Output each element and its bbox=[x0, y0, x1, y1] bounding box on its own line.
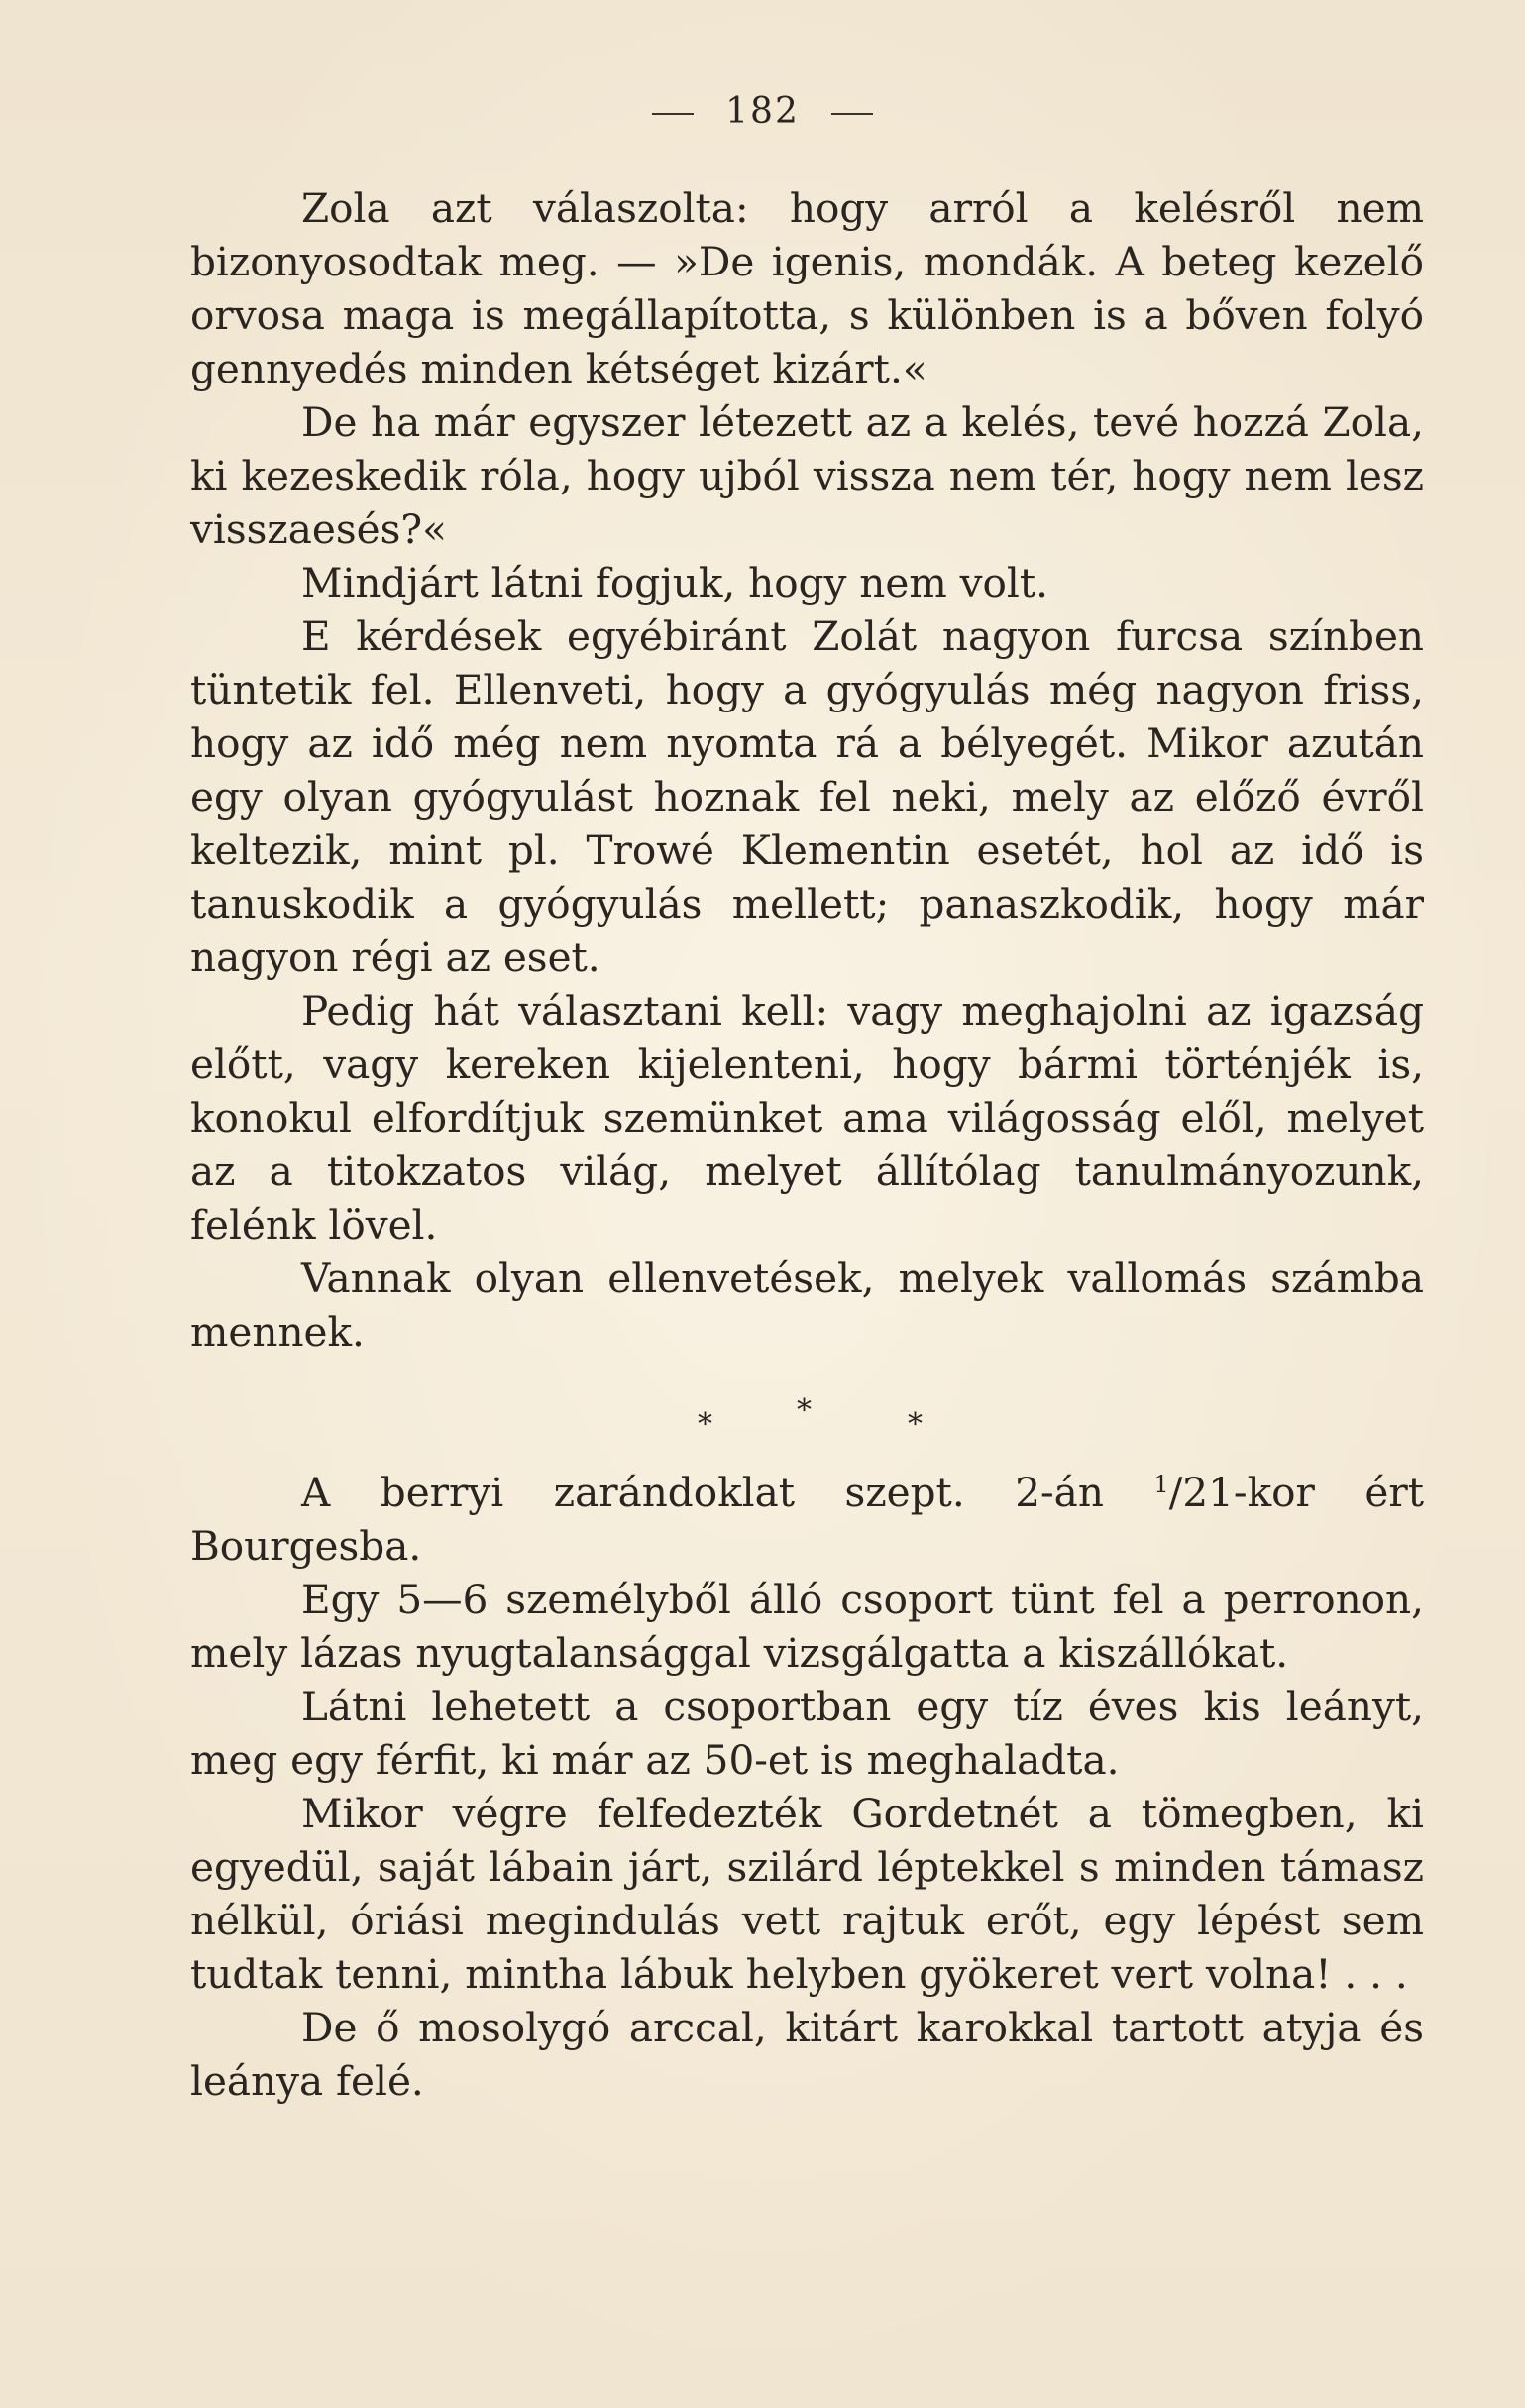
page-number: 182 bbox=[725, 91, 800, 132]
section-break-asterism bbox=[190, 1359, 1424, 1466]
asterisk: * bbox=[908, 1407, 923, 1442]
paragraph: E kérdések egyébiránt Zolát nagyon furcsa színben tüntetik fel. Ellenveti, hogy a gyógyulás még nagyon friss, hogy az idő még nem nyomta rá a bélyegét. Mikor azután egy olyan gyógyulást hoznak fel neki, mely az előző évről keltezik, mint pl. Trowé Klementin esetét, hol az idő is tanuskodik a gyógyulás mellett; panaszkodik, hogy már nagyon régi az eset. bbox=[190, 612, 1424, 981]
fraction-numerator: 1 bbox=[1153, 1471, 1169, 1498]
paragraph: Vannak olyan ellenvetések, melyek vallomás számba mennek. bbox=[190, 1255, 1424, 1356]
paragraph: Mikor végre felfedezték Gordetnét a tömegben, ki egyedül, saját lábain járt, szilárd léptekkel s minden támasz nélkül, óriási megindulás vett rajtuk erőt, egy lépést sem tudtak tenni, mintha lábuk helyben gyökeret vert volna! . . . bbox=[190, 1790, 1424, 1998]
paragraph: Látni lehetett a csoportban egy tíz éves kis leányt, meg egy férfit, ki már az 50-et is meghaladta. bbox=[190, 1683, 1424, 1784]
page-header bbox=[0, 91, 1525, 132]
paragraph: Zola azt válaszolta: hogy arról a kelésről nem bizonyosodtak meg. — »De igenis, mondák. A beteg kezelő orvosa maga is megállapította, s különben is a bőven folyó gennyedés minden kétséget kizárt.« bbox=[190, 184, 1424, 392]
paragraph-berry-pilgrimage bbox=[190, 1466, 1424, 1573]
text-run: A berryi zarándoklat szept. 2-án bbox=[301, 1469, 1154, 1516]
paragraph: De ő mosolygó arccal, kitárt karokkal tartott atyja és leánya felé. bbox=[190, 2004, 1424, 2105]
asterisk: * bbox=[797, 1393, 812, 1428]
asterisk: * bbox=[698, 1407, 712, 1442]
paragraph: Pedig hát választani kell: vagy meghajolni az igazság előtt, vagy kereken kijelenteni, hogy bármi történjék is, konokul elfordítjuk szemünket ama világosság elől, melyet az a titokzatos világ, melyet állítólag tanulmányozunk, felénk lövel. bbox=[190, 987, 1424, 1249]
paragraph: Egy 5—6 személyből álló csoport tünt fel a perronon, mely lázas nyugtalansággal vizsgálgatta a kiszállókat. bbox=[190, 1576, 1424, 1677]
body-text bbox=[190, 181, 1424, 2108]
header-dash-left bbox=[652, 113, 694, 115]
paragraph: Mindjárt látni fogjuk, hogy nem volt. bbox=[301, 559, 1048, 606]
paragraph: De ha már egyszer létezett az a kelés, tevé hozzá Zola, ki kezeskedik róla, hogy ujból vissza nem tér, hogy nem lesz visszaesés?« bbox=[190, 398, 1424, 553]
text-run: /21-kor ért Bourgesba. bbox=[190, 1469, 1424, 1570]
header-dash-right bbox=[831, 113, 873, 115]
